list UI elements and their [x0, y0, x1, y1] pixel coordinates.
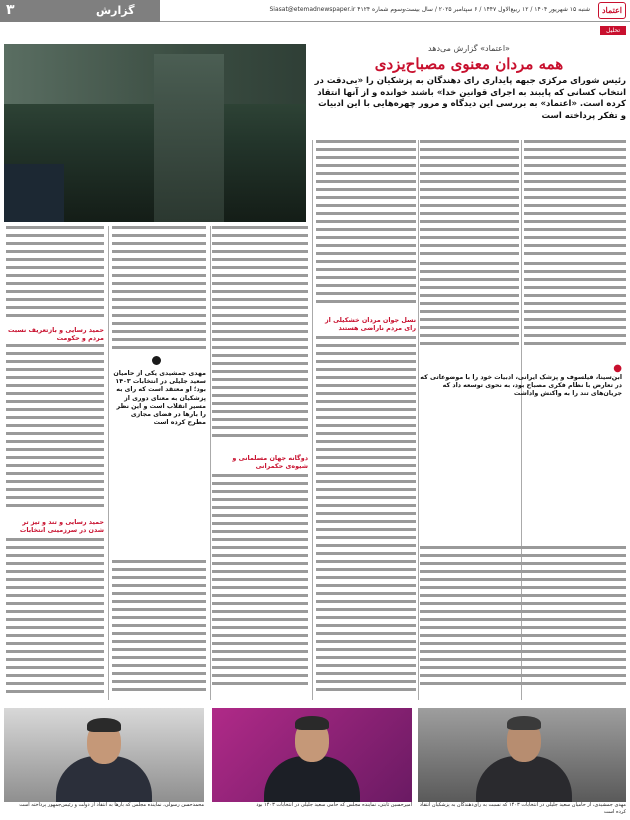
section-banner — [0, 0, 160, 22]
photo-sabeti — [212, 708, 412, 802]
caption-sabeti: امیرحسین ثابتی، نماینده مجلس که حامی سعید جلیلی در انتخابات ۱۴۰۳ بود — [256, 802, 412, 808]
article-column-1c — [420, 546, 626, 696]
quote-marker-icon — [152, 356, 161, 365]
lead-block — [312, 44, 626, 136]
photo-rasouli — [4, 708, 204, 802]
quote-mark-icon: ● — [613, 363, 622, 374]
article-column-2a — [420, 140, 519, 260]
article-column-3a — [316, 140, 416, 314]
article-column-5a — [112, 226, 206, 360]
article-column-6c — [6, 538, 104, 696]
subheadline: رئیس شورای مرکزی جبهه پایداری رای دهندگان به پزشکیان را «بی‌دقت در انتخاب کسانی که پایبند به اجرای قوانین خدا» باشند خوانده و از آنها انتقاد کرده است. «اعتماد» به بررسی این دیدگاه و مرور چهره‌هایی با این ادبیات و تفکر پرداخته است — [314, 76, 626, 121]
subhead-2: دوگانه جهان مسلمانی و شیوه‌ی حکمرانی — [232, 454, 308, 470]
article-column-1b — [524, 262, 626, 352]
page-number: ۳ — [6, 2, 15, 18]
caption-rasouli: محمدحسن رسولی، نماینده مجلس که بارها به انتقاد از دولت و رئیس‌جمهور پرداخته است — [19, 802, 204, 808]
subhead-3: حمید رسایی و بازتعریف نسبت مردم و حکومت — [7, 326, 104, 342]
article-column-5b — [112, 560, 206, 696]
newspaper-logo: اعتماد — [598, 2, 626, 19]
page-header — [0, 0, 630, 22]
article-column-6a — [6, 226, 104, 322]
article-column-4b — [212, 474, 308, 696]
article-column-4a — [212, 226, 308, 446]
subhead-4: حمید رسایی و تند و تیز تر شدن در سرزمینی انتخابات — [19, 518, 104, 534]
caption-jamshidi: مهدی جمشیدی، از حامیان سعید جلیلی در انتخابات ۱۴۰۳ که نسبت به رای‌دهندگان به پزشکیان انتقاد کرده است — [419, 802, 626, 815]
main-photo — [4, 44, 306, 222]
photo-jamshidi — [418, 708, 626, 802]
section-kicker: تحلیل — [600, 26, 626, 35]
headline: همه مردان معنوی مصباح‌یزدی — [374, 55, 564, 73]
article-column-3b — [316, 336, 416, 696]
pull-quote-1: ● ابن‌سینا، فیلسوف و پزشک ایرانی، ادبیات خود را با موضوعاتی که در تعارض با نظام فکری مصباح بود، به نحوی توسعه داد که جریان‌های تند را به واکنش واداشت — [420, 363, 622, 398]
section-name: گزارش — [96, 4, 135, 17]
article-column-1a — [524, 140, 626, 260]
article-column-6b — [6, 344, 104, 514]
subhead-1: نسل جوان مردان خشکیلی از رای مردم ناراضی هستند — [325, 316, 416, 332]
pull-quote-2: مهدی جمشیدی یکی از حامیان سعید جلیلی در انتخابات ۱۴۰۳ بود؛ او معتقد است که رای به پزشکیان به معنای دوری از مسیر انقلاب است و این نظر را بارها در فضای مجازی مطرح کرده است — [113, 370, 206, 427]
lead-kicker: «اعتماد» گزارش می‌دهد — [428, 44, 510, 53]
dateline: شنبه ۱۵ شهریور ۱۴۰۴ / ۱۲ ربیع‌الاول ۱۴۴۷ / ۶ سپتامبر ۲۰۲۵ / سال بیست‌وسوم شماره ۴۱۲۴ Siasat@etemadnewspaper.ir — [269, 6, 590, 13]
article-column-2b — [420, 262, 519, 352]
